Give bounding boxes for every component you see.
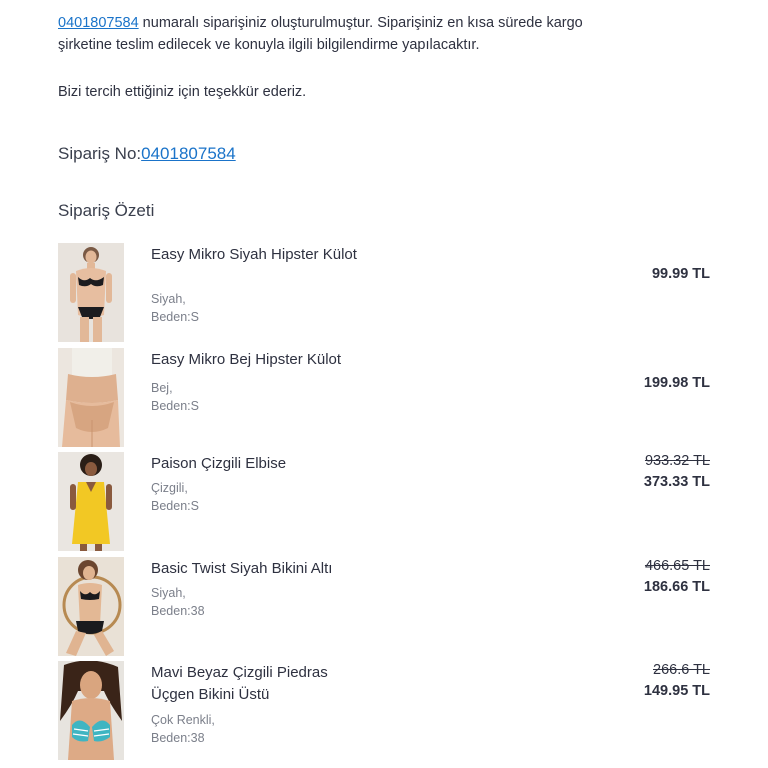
product-price: 199.98 TL [643,374,710,391]
order-created-text: numaralı siparişiniz oluşturulmuştur. Siparişiniz en kısa sürede kargo şirketine teslim edilecek ve konuyla ilgili bilgilendirme yapılacaktır. [58,15,583,53]
thank-you-message: Bizi tercih ettiğiniz için teşekkür ederiz. [58,84,307,100]
order-item [58,452,713,557]
product-old-price: 266.6 TL [653,662,710,678]
order-number-link-intro[interactable]: 0401807584 [58,15,139,31]
product-price: 186.66 TL [643,578,710,595]
product-price: 373.33 TL [643,474,710,490]
product-old-price: 466.65 TL [644,557,710,574]
product-color: Çok Renkli, [151,713,215,727]
order-number-heading [58,142,236,166]
order-created-message [58,12,618,56]
product-color: Siyah, [151,292,186,306]
product-name[interactable]: Easy Mikro Siyah Hipster Külot [151,246,357,263]
order-item [58,243,713,348]
product-image-yellow-dress[interactable] [58,452,124,551]
product-color: Siyah, [151,585,186,600]
product-size: Beden:S [151,398,199,413]
order-items-list [58,243,713,766]
order-item [58,557,713,662]
order-summary-title: Sipariş Özeti [58,201,155,220]
product-image-black-hipster[interactable] [58,243,124,342]
order-item [58,348,713,453]
product-color: Çizgili, [151,481,188,495]
product-size: Beden:S [151,499,199,513]
product-image-beige-hipster[interactable] [58,348,124,447]
product-name[interactable]: Mavi Beyaz Çizgili Piedras Üçgen Bikini Üstü [151,664,328,703]
product-price: 99.99 TL [651,266,710,282]
product-name[interactable]: Easy Mikro Bej Hipster Külot [151,350,342,368]
product-color: Bej, [151,380,173,395]
product-size: Beden:S [151,310,199,324]
product-image-striped-bikini-top[interactable] [58,661,124,760]
order-item [58,661,713,766]
product-size: Beden:38 [151,603,205,618]
product-image-black-bikini-bottom[interactable] [58,557,124,656]
product-old-price: 933.32 TL [644,453,710,469]
product-size: Beden:38 [151,731,205,745]
order-number-link[interactable]: 0401807584 [141,144,236,163]
order-number-label: Sipariş No: [58,144,142,163]
product-price: 149.95 TL [643,683,710,699]
product-name[interactable]: Paison Çizgili Elbise [151,455,287,472]
product-name[interactable]: Basic Twist Siyah Bikini Altı [151,559,333,577]
